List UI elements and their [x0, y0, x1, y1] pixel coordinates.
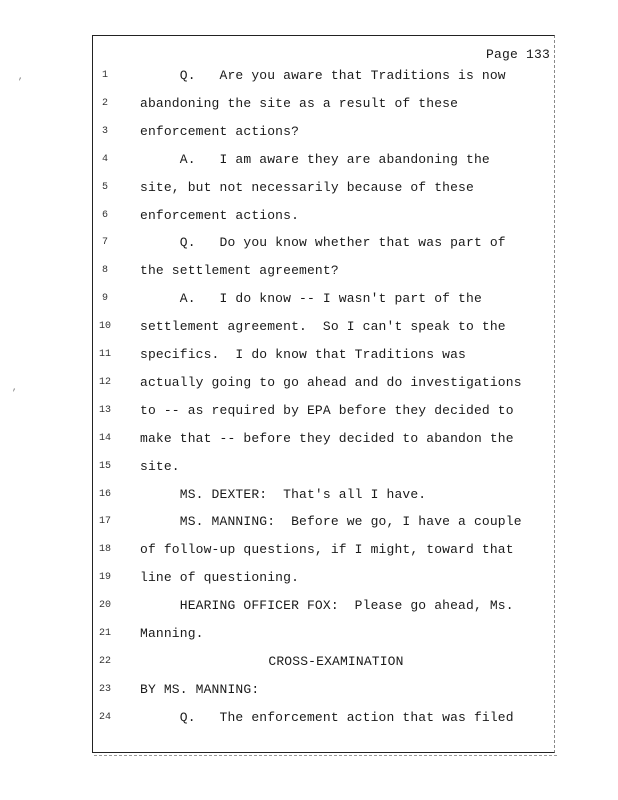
line-text: of follow-up questions, if I might, toward that — [140, 542, 514, 558]
transcript-line — [0, 233, 618, 253]
line-text: Q. Are you aware that Traditions is now — [140, 68, 506, 83]
line-text: MS. DEXTER: That's all I have. — [140, 486, 427, 502]
line-number: 3 — [101, 125, 108, 137]
transcript-line — [0, 317, 618, 337]
transcript-line — [0, 512, 618, 532]
line-text: line of questioning. — [140, 570, 300, 586]
transcript-line — [0, 652, 618, 672]
line-number: 24 — [98, 711, 111, 723]
transcript-line — [0, 261, 618, 281]
transcript-line — [0, 540, 618, 560]
transcript-line — [0, 150, 618, 170]
line-number: 4 — [101, 153, 108, 165]
line-text: Q. Do you know whether that was part of — [140, 235, 506, 251]
line-text: the settlement agreement? — [140, 263, 339, 279]
transcript-line — [0, 401, 618, 421]
line-number: 22 — [98, 655, 111, 667]
line-text: make that -- before they decided to abandon the — [140, 430, 514, 446]
line-number: 5 — [101, 181, 108, 193]
line-number: 20 — [98, 600, 111, 612]
line-text: Q. The enforcement action that was filed — [140, 709, 514, 725]
line-text: to -- as required by EPA before they decided to — [140, 402, 514, 418]
transcript-line — [0, 178, 618, 198]
line-number: 14 — [98, 432, 111, 444]
line-text: enforcement actions? — [140, 123, 300, 139]
line-text: A. I am aware they are abandoning the — [140, 151, 490, 167]
line-text: abandoning the site as a result of these — [140, 95, 459, 111]
line-text: A. I do know -- I wasn't part of the — [140, 291, 482, 307]
line-number: 12 — [98, 376, 111, 388]
line-text: site. — [140, 458, 180, 474]
line-number: 21 — [98, 628, 111, 639]
line-text: BY MS. MANNING: — [140, 681, 260, 697]
section-heading: CROSS-EXAMINATION — [268, 653, 404, 669]
line-number: 18 — [98, 544, 111, 556]
line-text: enforcement actions. — [140, 207, 300, 223]
line-number: 19 — [98, 572, 111, 584]
line-text: site, but not necessarily because of these — [140, 179, 474, 195]
line-number: 9 — [101, 293, 108, 305]
transcript-line — [0, 568, 618, 588]
transcript-line — [0, 206, 618, 226]
line-text: actually going to go ahead and do investigations — [140, 374, 522, 390]
transcript-line — [0, 94, 618, 114]
transcript-line — [0, 624, 618, 644]
transcript-line — [0, 345, 618, 365]
transcript-line — [0, 708, 618, 728]
transcript-line — [0, 485, 618, 505]
line-number: 16 — [98, 488, 111, 500]
line-number: 17 — [98, 516, 111, 528]
line-number: 1 — [101, 70, 108, 81]
page-number: Page 133 — [485, 47, 550, 62]
scan-speck: , — [12, 383, 18, 393]
transcript-line — [0, 289, 618, 309]
line-text: Manning. — [140, 626, 204, 641]
line-text: settlement agreement. So I can't speak to the — [140, 319, 506, 335]
transcript-line — [0, 596, 618, 616]
line-text: HEARING OFFICER FOX: Please go ahead, Ms. — [140, 598, 514, 614]
transcript-line — [0, 373, 618, 393]
transcript-line — [0, 680, 618, 700]
line-number: 2 — [101, 97, 108, 109]
scan-speck: , — [18, 72, 24, 82]
transcript-line — [0, 122, 618, 142]
line-number: 8 — [101, 265, 108, 277]
line-number: 7 — [101, 237, 108, 249]
transcript-line — [0, 429, 618, 449]
page-border — [92, 35, 555, 753]
line-number: 13 — [98, 404, 111, 416]
transcript-line — [0, 66, 618, 86]
page-border-shadow — [94, 753, 557, 756]
line-text: MS. MANNING: Before we go, I have a couple — [140, 514, 522, 530]
line-number: 6 — [101, 209, 108, 221]
transcript-line — [0, 457, 618, 477]
line-number: 10 — [98, 321, 111, 333]
line-text: specifics. I do know that Traditions was — [140, 347, 467, 362]
line-number: 11 — [98, 349, 111, 360]
line-number: 15 — [98, 460, 111, 472]
line-number: 23 — [98, 683, 111, 695]
